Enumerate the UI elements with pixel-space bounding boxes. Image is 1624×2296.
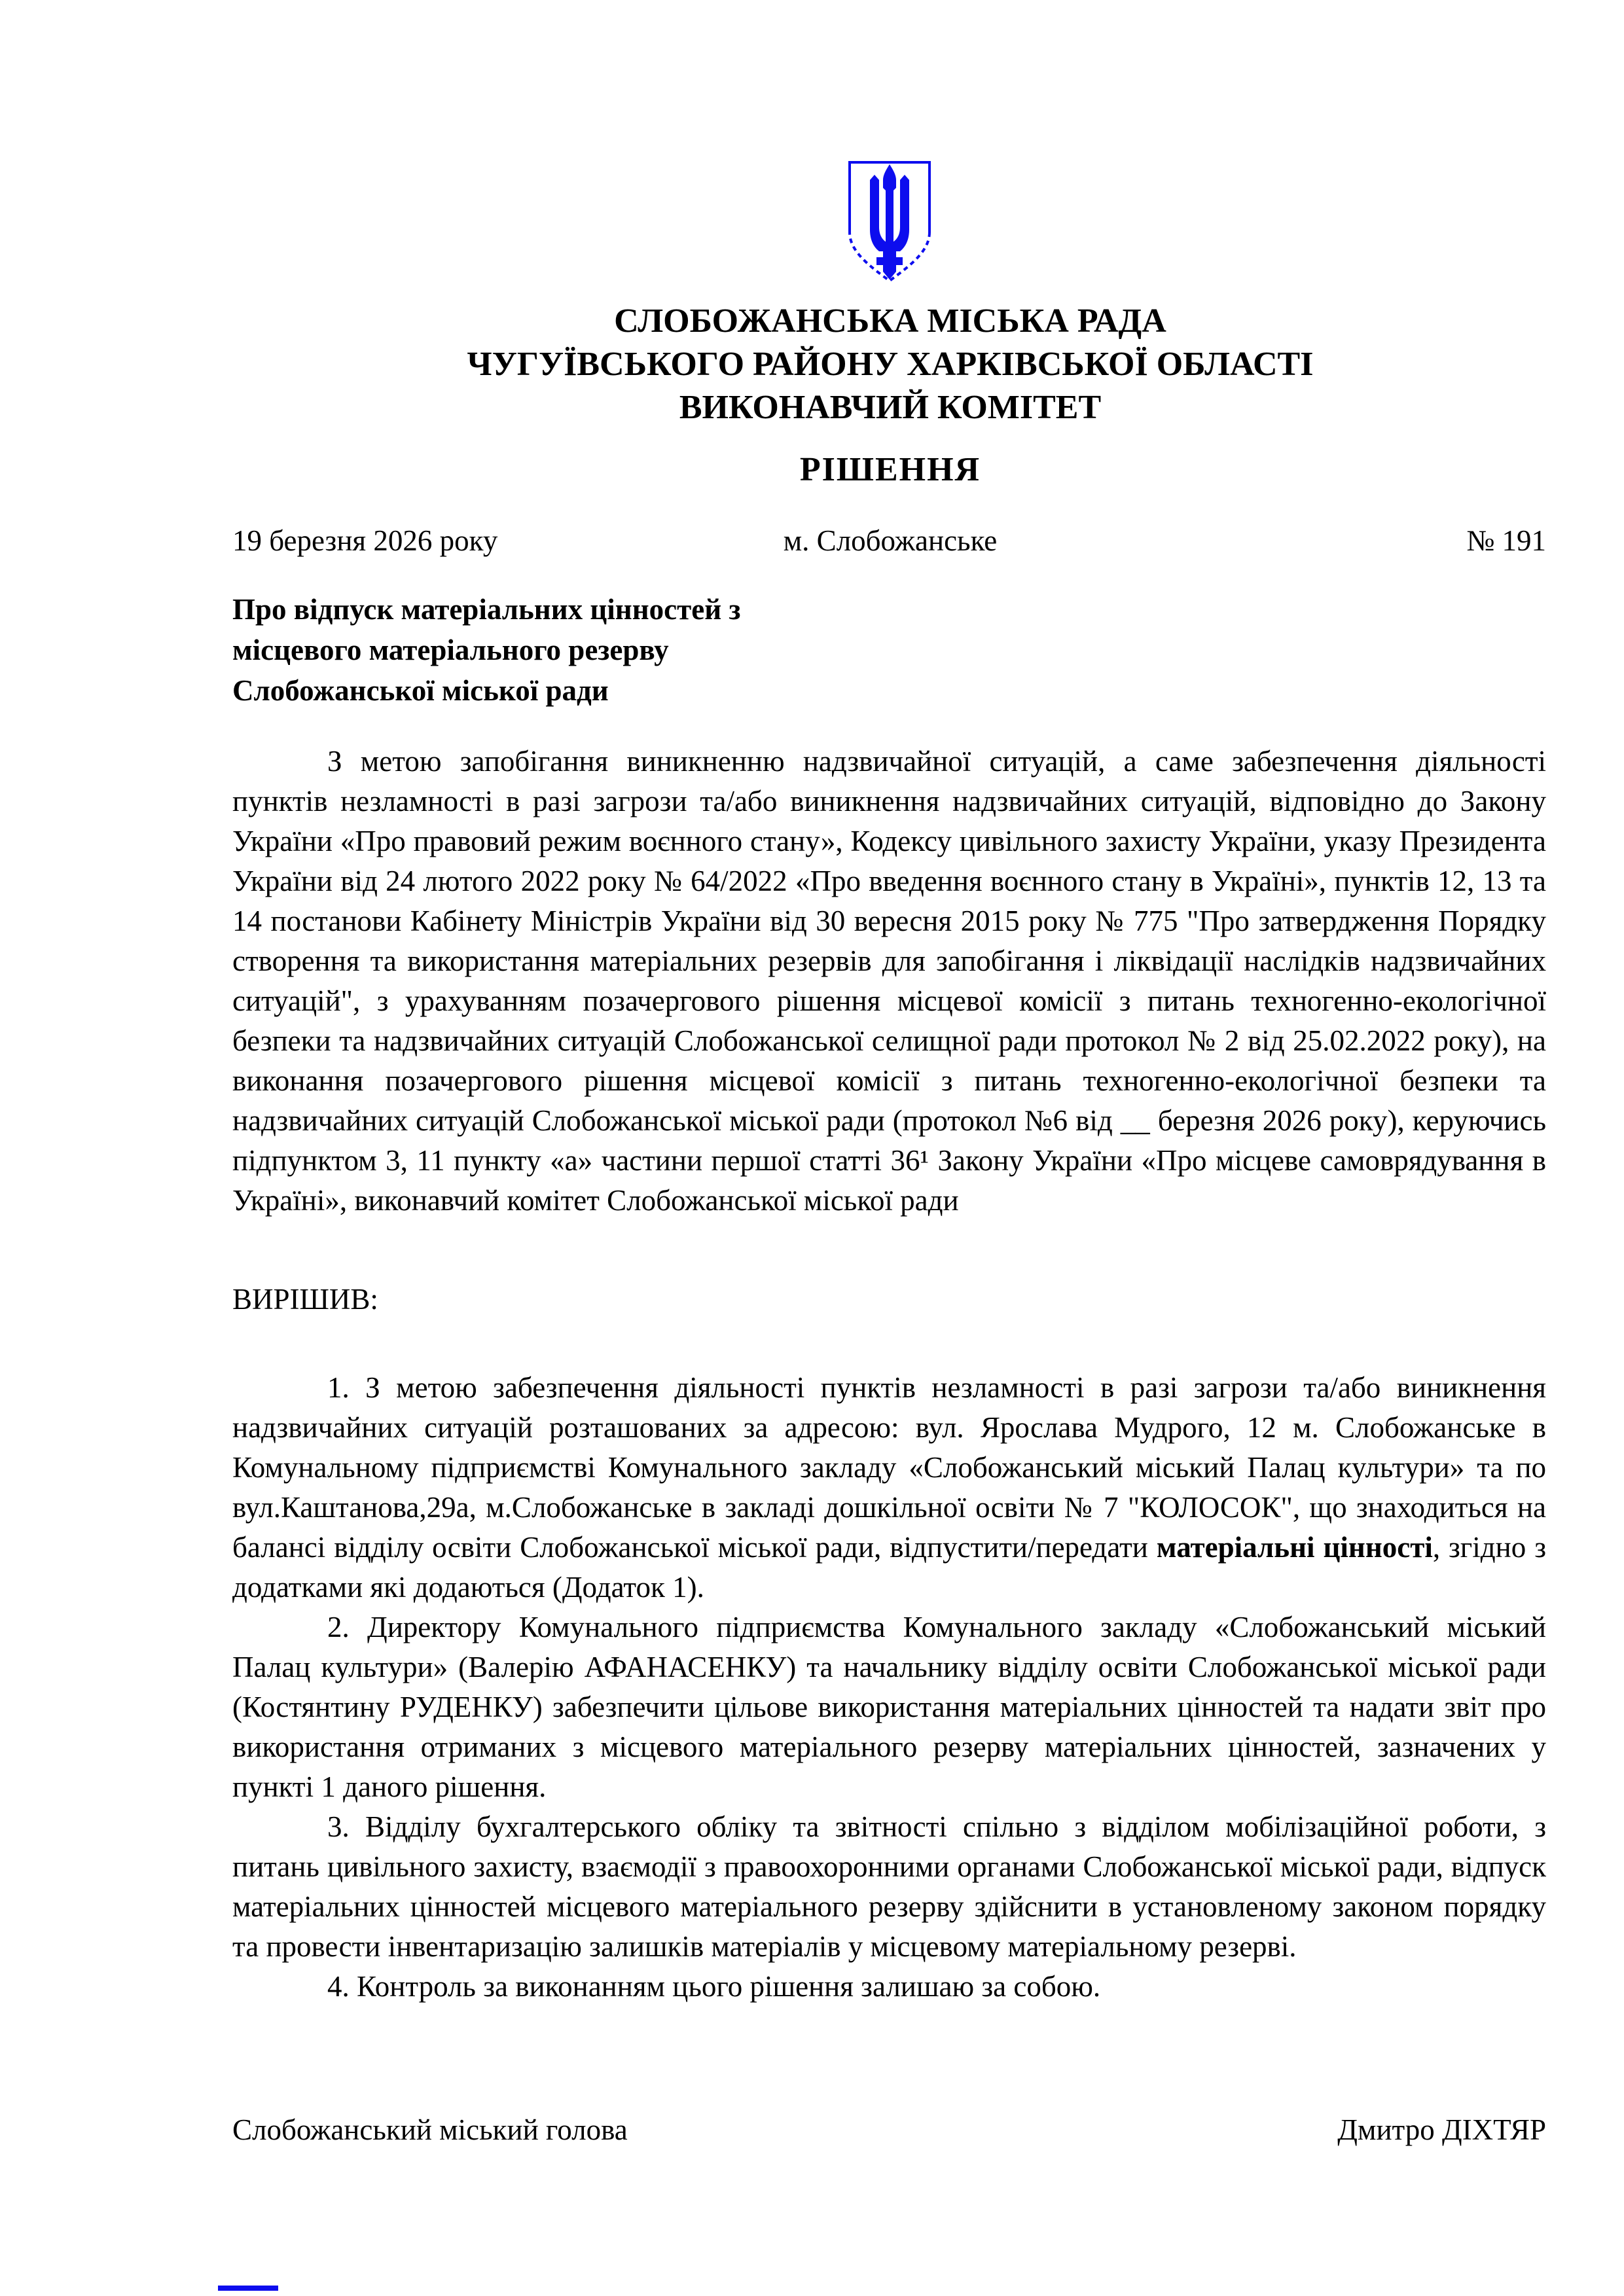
preamble-paragraph: З метою запобігання виникненню надзвичайної ситуацій, а саме забезпечення діяльності пунктів незламності в разі загрози та/або виникнення надзвичайних ситуацій, відповідно до Закону України «Про правовий режим воєнного стану», Кодексу цивільного захисту України, указу Президента України від 24 лютого 2022 року № 64/2022 «Про введення воєнного стану в Україні», пунктів 12, 13 та 14 постанови Кабінету Міністрів України від 30 вересня 2015 року № 775 "Про затвердження Порядку створення та використання матеріальних резервів для запобігання і ліквідації наслідків надзвичайних ситуацій", з урахуванням позачергового рішення місцевої комісії з питань техногенно-екологічної безпеки та надзвичайних ситуацій Слобожанської селищної ради протокол № 2 від 25.02.2022 року), на виконання позачергового рішення місцевої комісії з питань техногенно-екологічної безпеки та надзвичайних ситуацій Слобожанської міської ради (протокол №6 від __ березня 2026 року), керуючись підпунктом 3, 11 пункту «а» частини першої статті 36¹ Закону України «Про місцеве самоврядування в Україні», виконавчий комітет Слобожанської міської ради xyxy=(232,745,1546,1217)
subject-block xyxy=(232,589,1018,711)
decision-item-2: 2. Директору Комунального підприємства Комунального закладу «Слобожанський міський Палац культури» (Валерію АФАНАСЕНКУ) та начальнику відділу освіти Слобожанської міської ради (Костянтину РУДЕНКУ) забезпечити цільове використання матеріальних цінностей та надати звіт про використання отриманих з місцевого матеріального резерву матеріальних цінностей, зазначених у пункті 1 даного рішення. xyxy=(232,1611,1546,1803)
org-name-line: ВИКОНАВЧИЙ КОМІТЕТ xyxy=(679,389,1102,426)
document-number: № 191 xyxy=(1466,524,1546,557)
resolved-label: ВИРІШИВ: xyxy=(232,1283,378,1316)
org-name-block xyxy=(370,300,1411,429)
signature-row xyxy=(232,2113,1546,2147)
meta-row xyxy=(232,524,1546,564)
document-type-title: РІШЕННЯ xyxy=(799,451,981,488)
decision-item-4: 4. Контроль за виконанням цього рішення залишаю за собою. xyxy=(327,1970,1101,2003)
document-place: м. Слобожанське xyxy=(783,524,998,557)
ukraine-trident-emblem-icon xyxy=(846,159,933,285)
signer-position: Слобожанський міський голова xyxy=(232,2113,628,2146)
decision-item-1: 1. З метою забезпечення діяльності пунктів незламності в разі загрози та/або виникнення надзвичайних ситуацій розташованих за адресою: вул. Ярослава Мудрого, 12 м. Слобожанське в Комунальному підприємстві Комунального закладу «Слобожанський міський Палац культури» та по вул.Каштанова,29а, м.Слобожанське в закладі дошкільної освіти № 7 "КОЛОСОК", що знаходиться на балансі відділу освіти Слобожанської міської ради, відпустити/передати матеріальні цінності, згідно з додатками які додаються (Додаток 1). xyxy=(232,1371,1546,1604)
subject-line: місцевого матеріального резерву xyxy=(232,634,669,666)
org-name-line: ЧУГУЇВСЬКОГО РАЙОНУ ХАРКІВСЬКОЇ ОБЛАСТІ xyxy=(467,346,1314,383)
page-bottom-mark xyxy=(218,2286,278,2291)
subject-line: Слобожанської міської ради xyxy=(232,674,609,707)
subject-line: Про відпуск матеріальних цінностей з xyxy=(232,593,741,626)
org-name-line: СЛОБОЖАНСЬКА МІСЬКА РАДА xyxy=(614,302,1166,340)
decision-items-block xyxy=(232,1368,1546,2007)
document-date: 19 березня 2026 року xyxy=(232,524,498,557)
signer-name: Дмитро ДІХТЯР xyxy=(1337,2113,1546,2146)
decision-item-3: 3. Відділу бухгалтерського обліку та звітності спільно з відділом мобілізаційної роботи, з питань цивільного захисту, взаємодії з правоохоронними органами Слобожанської міської ради, відпуск матеріальних цінностей місцевого матеріального резерву здійснити в установленому законом порядку та провести інвентаризацію залишків матеріалів у місцевому матеріальному резерві. xyxy=(232,1810,1546,1963)
